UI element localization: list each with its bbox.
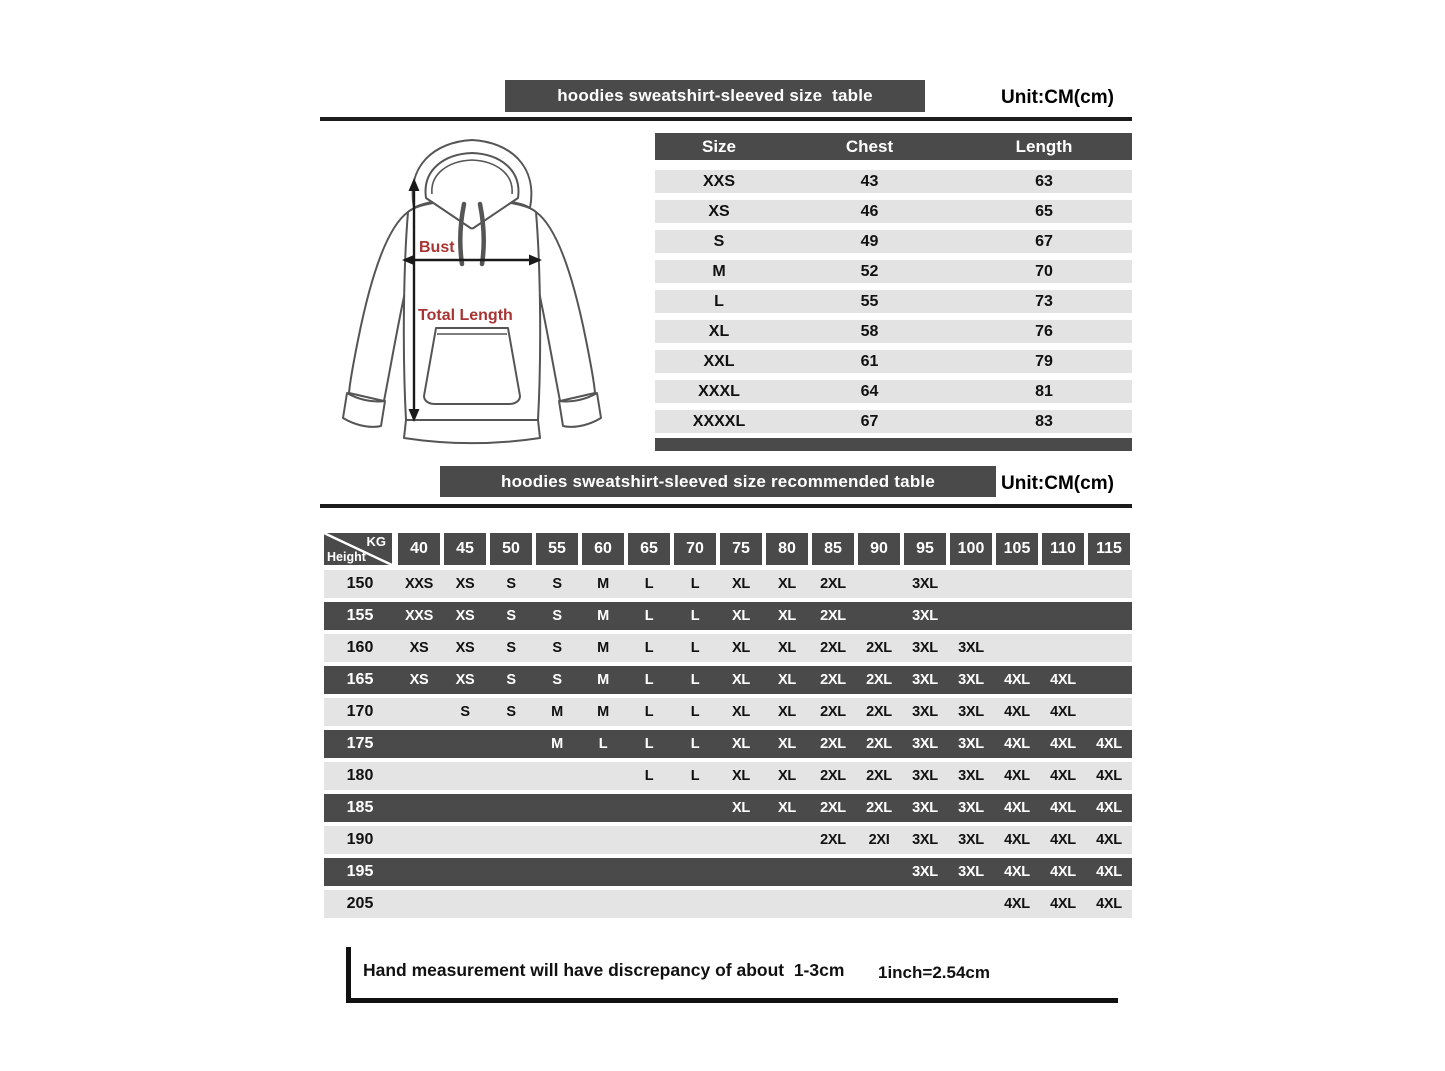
recommended-size-cell: 2XL (820, 576, 846, 592)
recommended-size-cell: 4XL (1096, 896, 1122, 912)
recommended-row-height-185 (324, 794, 1132, 822)
recommended-size-cell: L (644, 576, 654, 592)
weight-column-header: 80 (766, 533, 808, 565)
recommended-size-cell: 2XL (820, 640, 846, 656)
divider-line-middle (320, 504, 1132, 508)
recommended-size-cell: L (690, 768, 700, 784)
height-label-cell: 160 (346, 639, 374, 656)
weight-column-header: 45 (444, 533, 486, 565)
measurement-value-cell: 49 (860, 232, 879, 250)
recommended-size-cell: 3XL (912, 608, 938, 624)
measurement-value-cell: 43 (860, 172, 879, 190)
weight-column-header: 110 (1042, 533, 1084, 565)
measurement-value-cell: 64 (860, 382, 879, 400)
recommended-size-cell: 3XL (912, 864, 938, 880)
weight-column-header: 40 (398, 533, 440, 565)
recommended-size-cell: XS (409, 672, 429, 688)
recommended-row-height-170 (324, 698, 1132, 726)
recommended-size-cell: XL (778, 800, 796, 816)
size-table-title-bar (505, 80, 925, 112)
recommended-size-cell: XL (732, 576, 750, 592)
recommended-size-cell: 4XL (1004, 672, 1030, 688)
size-table-row (655, 200, 1132, 223)
recommended-size-cell: 4XL (1004, 896, 1030, 912)
recommended-size-cell: 4XL (1050, 832, 1076, 848)
size-table-row (655, 320, 1132, 343)
recommended-size-cell: 2XL (820, 672, 846, 688)
size-label-cell: M (712, 262, 726, 280)
recommended-size-cell: 2XL (820, 800, 846, 816)
recommended-size-cell: 4XL (1050, 768, 1076, 784)
size-table-row (655, 410, 1132, 433)
recommended-size-cell: 4XL (1050, 864, 1076, 880)
recommended-size-cell: XL (732, 736, 750, 752)
recommended-size-cell: XS (455, 640, 475, 656)
recommended-size-cell: S (552, 576, 562, 592)
recommended-row-height-155 (324, 602, 1132, 630)
left-sleeve (349, 212, 408, 401)
recommended-size-cell: M (597, 576, 609, 592)
measurement-value-cell: 70 (1035, 262, 1053, 280)
recommended-size-cell: M (597, 704, 609, 720)
recommended-size-cell: 4XL (1004, 832, 1030, 848)
size-table-row (655, 170, 1132, 193)
footer-left-bar (346, 947, 351, 1003)
recommended-row-height-180 (324, 762, 1132, 790)
recommended-size-cell: 4XL (1050, 896, 1076, 912)
recommended-size-cell: 4XL (1004, 800, 1030, 816)
kangaroo-pocket (424, 328, 520, 404)
height-label-cell: 150 (346, 575, 374, 592)
size-label-cell: XXL (703, 352, 735, 370)
size-label-cell: XXS (702, 172, 735, 190)
height-axis-label: Height (327, 550, 366, 564)
size-table-row (655, 380, 1132, 403)
recommended-size-cell: XL (732, 640, 750, 656)
size-table (655, 133, 1132, 451)
size-table-row (655, 260, 1132, 283)
size-table-row (655, 290, 1132, 313)
bust-label: Bust (419, 239, 455, 256)
size-table-column-header: Size (701, 136, 737, 156)
recommended-size-cell: 4XL (1096, 800, 1122, 816)
size-table-header-row (655, 133, 1132, 160)
weight-column-header: 50 (490, 533, 532, 565)
recommended-size-cell: 3XL (912, 800, 938, 816)
recommended-size-cell: 4XL (1050, 800, 1076, 816)
weight-column-header: 115 (1088, 533, 1130, 565)
kg-axis-label: KG (366, 534, 386, 549)
height-label-cell: 165 (346, 671, 374, 688)
recommended-size-cell: 3XL (912, 704, 938, 720)
recommended-size-cell: 3XL (958, 832, 984, 848)
inch-conversion-note: 1inch=2.54cm (878, 963, 990, 982)
size-table-unit-label: Unit:CM(cm) (1001, 87, 1114, 108)
recommended-size-cell: 4XL (1004, 768, 1030, 784)
recommended-size-cell: XL (778, 640, 796, 656)
measurement-value-cell: 79 (1035, 352, 1053, 370)
recommended-row-height-175 (324, 730, 1132, 758)
recommended-size-cell: 3XL (958, 864, 984, 880)
recommended-size-cell: S (460, 704, 470, 720)
recommended-size-cell: 2XL (820, 736, 846, 752)
size-label-cell: L (714, 292, 724, 310)
recommended-size-cell: 2XI (868, 832, 890, 848)
recommended-size-cell: 3XL (912, 736, 938, 752)
recommended-size-cell: 2XL (866, 640, 892, 656)
recommended-row-height-165 (324, 666, 1132, 694)
measurement-value-cell: 81 (1035, 382, 1053, 400)
recommended-size-cell: 4XL (1050, 672, 1076, 688)
recommended-size-cell: 3XL (958, 672, 984, 688)
recommended-size-cell: M (597, 640, 609, 656)
footer-bottom-bar (346, 998, 1118, 1003)
recommended-size-cell: L (690, 640, 700, 656)
recommended-size-cell: L (598, 736, 608, 752)
height-label-cell: 170 (346, 703, 374, 720)
recommended-size-cell: XL (732, 608, 750, 624)
recommended-size-cell: 4XL (1096, 736, 1122, 752)
recommended-size-cell: 2XL (866, 704, 892, 720)
size-label-cell: XXXL (698, 382, 740, 400)
height-label-cell: 190 (346, 831, 374, 848)
measurement-value-cell: 65 (1035, 202, 1053, 220)
recommended-size-cell: 2XL (866, 736, 892, 752)
recommended-size-cell: 3XL (958, 736, 984, 752)
recommended-table-header-row (324, 533, 1132, 565)
recommended-size-cell: L (644, 704, 654, 720)
recommended-size-cell: 4XL (1096, 768, 1122, 784)
recommended-row-height-195 (324, 858, 1132, 886)
recommended-table-unit-label: Unit:CM(cm) (1001, 473, 1114, 494)
height-label-cell: 175 (346, 735, 374, 752)
weight-column-header: 65 (628, 533, 670, 565)
recommended-size-cell: L (690, 672, 700, 688)
measurement-value-cell: 61 (860, 352, 879, 370)
recommended-size-cell: M (551, 704, 563, 720)
weight-column-header: 85 (812, 533, 854, 565)
size-table-body (655, 170, 1132, 433)
measurement-value-cell: 67 (1035, 232, 1053, 250)
recommended-size-cell: L (644, 768, 654, 784)
recommended-size-cell: XL (778, 576, 796, 592)
recommended-size-cell: XXS (404, 576, 434, 592)
weight-column-header: 60 (582, 533, 624, 565)
size-table-row (655, 350, 1132, 373)
total-length-label: Total Length (418, 307, 513, 324)
recommended-size-cell: XS (455, 672, 475, 688)
weight-column-header: 70 (674, 533, 716, 565)
height-label-cell: 195 (346, 863, 374, 880)
recommended-size-cell: 2XL (866, 800, 892, 816)
hoodie-sketch (322, 130, 622, 460)
recommended-size-cell: 2XL (820, 768, 846, 784)
hem-band (404, 420, 540, 443)
recommended-size-cell: 3XL (912, 672, 938, 688)
recommended-size-cell: 2XL (866, 672, 892, 688)
recommended-size-cell: 2XL (820, 832, 846, 848)
recommended-size-cell: 4XL (1004, 736, 1030, 752)
recommended-size-cell: XS (455, 576, 475, 592)
recommended-size-cell: L (644, 640, 654, 656)
recommended-table-body (324, 570, 1132, 918)
weight-column-header: 95 (904, 533, 946, 565)
recommended-row-height-205 (324, 890, 1132, 918)
size-table-title: hoodies sweatshirt-sleeved size table (557, 86, 873, 105)
recommended-size-cell: 3XL (912, 768, 938, 784)
recommended-size-cell: L (644, 736, 654, 752)
recommended-size-cell: XL (778, 608, 796, 624)
recommended-size-cell: 4XL (1050, 704, 1076, 720)
recommended-size-cell: M (597, 608, 609, 624)
recommended-size-cell: 4XL (1050, 736, 1076, 752)
recommended-size-cell: S (552, 608, 562, 624)
recommended-size-cell: L (690, 576, 700, 592)
recommended-table-title: hoodies sweatshirt-sleeved size recommended table (500, 471, 935, 491)
measurement-discrepancy-note: Hand measurement will have discrepancy of about 1-3cm (363, 960, 845, 980)
recommended-size-cell: L (690, 704, 700, 720)
recommended-size-cell: S (552, 672, 562, 688)
recommended-size-cell: 3XL (912, 640, 938, 656)
recommended-row-height-190 (324, 826, 1132, 854)
recommended-size-cell: S (506, 672, 516, 688)
recommended-size-cell: 2XL (820, 608, 846, 624)
recommended-size-cell: 4XL (1096, 864, 1122, 880)
measurement-value-cell: 83 (1035, 412, 1053, 430)
recommended-size-cell: 2XL (866, 768, 892, 784)
recommended-size-cell: 4XL (1096, 832, 1122, 848)
recommended-size-cell: S (506, 576, 516, 592)
size-table-column-header: Length (1015, 136, 1073, 156)
measurement-value-cell: 58 (860, 322, 879, 340)
size-label-cell: XXXXL (692, 412, 746, 430)
weight-column-header: 100 (950, 533, 992, 565)
recommended-size-cell: L (644, 608, 654, 624)
recommended-size-cell: XL (732, 800, 750, 816)
recommended-row-height-160 (324, 634, 1132, 662)
right-sleeve (536, 212, 595, 401)
height-label-cell: 205 (346, 895, 374, 912)
recommended-size-cell: M (551, 736, 563, 752)
recommended-size-cell: XL (778, 704, 796, 720)
divider-line-top (320, 117, 1132, 121)
recommended-size-cell: 4XL (1004, 704, 1030, 720)
recommended-size-cell: XL (778, 736, 796, 752)
recommended-size-cell: 4XL (1004, 864, 1030, 880)
recommended-row-height-150 (324, 570, 1132, 598)
recommended-size-cell: XL (778, 672, 796, 688)
recommended-size-cell: XL (732, 672, 750, 688)
recommended-size-cell: XL (732, 704, 750, 720)
recommended-size-cell: XS (409, 640, 429, 656)
height-label-cell: 155 (346, 607, 374, 624)
recommended-size-cell: XL (732, 768, 750, 784)
size-table-row (655, 230, 1132, 253)
recommended-table-title-bar (440, 466, 996, 497)
recommended-size-cell: 3XL (958, 768, 984, 784)
recommended-size-cell: S (506, 640, 516, 656)
recommended-size-cell: S (506, 608, 516, 624)
recommended-size-cell: 3XL (958, 640, 984, 656)
height-label-cell: 180 (346, 767, 374, 784)
kg-height-corner-cell (324, 533, 392, 565)
measurement-value-cell: 46 (860, 202, 879, 220)
weight-column-header: 75 (720, 533, 762, 565)
recommended-size-cell: 3XL (958, 704, 984, 720)
recommended-size-cell: XXS (404, 608, 434, 624)
recommended-size-cell: 3XL (912, 832, 938, 848)
hoodie-measurement-diagram (322, 130, 622, 460)
recommended-size-cell: L (690, 608, 700, 624)
recommended-size-cell: L (644, 672, 654, 688)
recommended-size-cell: L (690, 736, 700, 752)
weight-column-header: 105 (996, 533, 1038, 565)
recommended-size-cell: S (506, 704, 516, 720)
size-label-cell: XS (708, 202, 730, 220)
size-label-cell: XL (708, 322, 730, 340)
weight-column-header: 55 (536, 533, 578, 565)
recommended-size-cell: 3XL (912, 576, 938, 592)
recommended-size-cell: XL (778, 768, 796, 784)
recommended-size-cell: 2XL (820, 704, 846, 720)
measurement-value-cell: 67 (860, 412, 879, 430)
recommended-size-cell: S (552, 640, 562, 656)
recommended-size-cell: XS (455, 608, 475, 624)
measurement-value-cell: 76 (1035, 322, 1053, 340)
weight-column-header: 90 (858, 533, 900, 565)
height-label-cell: 185 (346, 799, 374, 816)
measurement-value-cell: 55 (860, 292, 879, 310)
measurement-value-cell: 52 (860, 262, 879, 280)
size-table-bottom-bar (655, 438, 1132, 451)
size-label-cell: S (713, 232, 725, 250)
measurement-value-cell: 73 (1035, 292, 1053, 310)
size-table-column-header: Chest (845, 136, 894, 156)
recommended-size-table (324, 533, 1132, 922)
recommended-size-cell: M (597, 672, 609, 688)
measurement-value-cell: 63 (1035, 172, 1053, 190)
recommended-size-cell: 3XL (958, 800, 984, 816)
